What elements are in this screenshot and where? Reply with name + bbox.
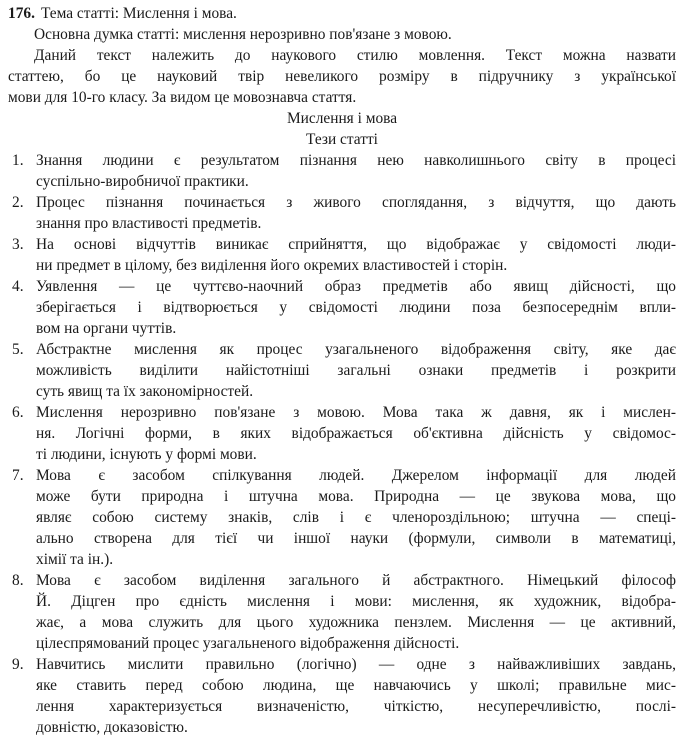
thesis-text bbox=[36, 150, 676, 192]
thesis-line: суть явищ та їх закономірностей. bbox=[36, 383, 254, 400]
thesis-number: 8. bbox=[12, 572, 24, 589]
thesis-line: зберігається і відтворюється у свідомості людини поза безпосереднім впли- bbox=[36, 299, 676, 316]
thesis-item bbox=[8, 150, 676, 192]
thesis-line: можливість виділити найістотніші загальні ознаки предметів і розкрити bbox=[36, 362, 676, 379]
thesis-line: жає, а мова служить для цього художника пензлем. Мислення — це активний, bbox=[36, 614, 676, 631]
thesis-line: ни предмет в цілому, без виділення його окремих властивостей і сторін. bbox=[36, 257, 508, 274]
thesis-number: 9. bbox=[12, 656, 24, 673]
thesis-line: Мова є засобом виділення загального й абстрактного. Німецький філософ bbox=[36, 572, 676, 589]
thesis-text bbox=[36, 339, 676, 402]
thesis-line: Мислення нерозривно пов'язане з мовою. Мова така ж давня, як і мислен- bbox=[36, 404, 676, 421]
thesis-text bbox=[36, 402, 676, 465]
thesis-item bbox=[8, 276, 676, 339]
article-title: Мислення і мова bbox=[286, 110, 398, 127]
thesis-line: довністю, доказовістю. bbox=[36, 719, 188, 736]
thesis-item bbox=[8, 654, 676, 738]
exercise-heading bbox=[8, 3, 676, 24]
thesis-line: яке ставить перед собою людина, ще навчаючись у школі; правильне мис- bbox=[36, 677, 676, 694]
thesis-item bbox=[8, 402, 676, 465]
thesis-item bbox=[8, 570, 676, 654]
thesis-line: На основі відчуттів виникає сприйняття, що відображає у свідомості люди- bbox=[36, 236, 676, 253]
thesis-item bbox=[8, 339, 676, 402]
thesis-line: лення характеризується визначеністю, чіткістю, несуперечливістю, послі- bbox=[36, 698, 676, 715]
thesis-line: Процес пізнання починається з живого споглядання, з відчуття, що дають bbox=[36, 194, 676, 211]
thesis-line: ті людини, існують у формі мови. bbox=[36, 446, 257, 463]
article-topic: Тема статті: Мислення і мова. bbox=[40, 5, 237, 22]
thesis-line: цілеспрямований процес узагальненого відображення дійсності. bbox=[36, 635, 460, 652]
thesis-number: 1. bbox=[12, 152, 24, 169]
thesis-line: Мова є засобом спілкування людей. Джерелом інформації для людей bbox=[36, 467, 676, 484]
thesis-line: може бути природна і штучна мова. Природна — це звукова мова, що bbox=[36, 488, 676, 505]
thesis-text bbox=[36, 192, 676, 234]
thesis-line: знання про властивості предметів. bbox=[36, 215, 262, 232]
paragraph-line: статтею, бо це науковий твір невеликого розміру в підручнику з української bbox=[8, 68, 676, 85]
paragraph-line: мови для 10-го класу. За видом це мовознавча стаття. bbox=[8, 89, 357, 106]
style-analysis-paragraph bbox=[8, 45, 676, 108]
thesis-text bbox=[36, 234, 676, 276]
thesis-line: Знання людини є результатом пізнання нею навколишнього світу в процесі bbox=[36, 152, 676, 169]
thesis-line: ня. Логічні форми, в яких відображається об'єктивна дійсність у свідомос- bbox=[36, 425, 676, 442]
thesis-line: Навчитись мислити правильно (логічно) — одне з найважливіших завдань, bbox=[36, 656, 676, 673]
thesis-line: вом на органи чуттів. bbox=[36, 320, 177, 337]
theses-heading: Тези статті bbox=[306, 131, 378, 148]
thesis-text bbox=[36, 276, 676, 339]
theses-list bbox=[8, 150, 676, 738]
thesis-number: 5. bbox=[12, 341, 24, 358]
thesis-line: Й. Діцген про єдність мислення і мови: мислення, як художник, відобра- bbox=[36, 593, 676, 610]
thesis-item bbox=[8, 465, 676, 570]
thesis-number: 2. bbox=[12, 194, 24, 211]
thesis-number: 6. bbox=[12, 404, 24, 421]
thesis-text bbox=[36, 570, 676, 654]
thesis-line: Уявлення — це чуттєво-наочний образ предметів або явищ дійсності, що bbox=[36, 278, 676, 295]
thesis-number: 7. bbox=[12, 467, 24, 484]
paragraph-line: Даний текст належить до наукового стилю мовлення. Текст можна назвати bbox=[34, 47, 676, 64]
thesis-text bbox=[36, 654, 676, 738]
thesis-line: Абстрактне мислення як процес узагальненого відображення світу, яке дає bbox=[36, 341, 676, 358]
article-main-idea: Основна думка статті: мислення нерозривно пов'язане з мовою. bbox=[34, 26, 452, 43]
thesis-item bbox=[8, 234, 676, 276]
thesis-item bbox=[8, 192, 676, 234]
thesis-number: 4. bbox=[12, 278, 24, 295]
thesis-line: являє собою систему знаків, слів і є членороздільною; штучна — спеці- bbox=[36, 509, 676, 526]
thesis-text bbox=[36, 465, 676, 570]
exercise-number: 176. bbox=[8, 5, 35, 22]
thesis-number: 3. bbox=[12, 236, 24, 253]
thesis-line: хімії та ін.). bbox=[36, 551, 114, 568]
thesis-line: суспільно-виробничої практики. bbox=[36, 173, 249, 190]
thesis-line: ально створена для тієї чи іншої науки (формули, символи в математиці, bbox=[36, 530, 676, 547]
